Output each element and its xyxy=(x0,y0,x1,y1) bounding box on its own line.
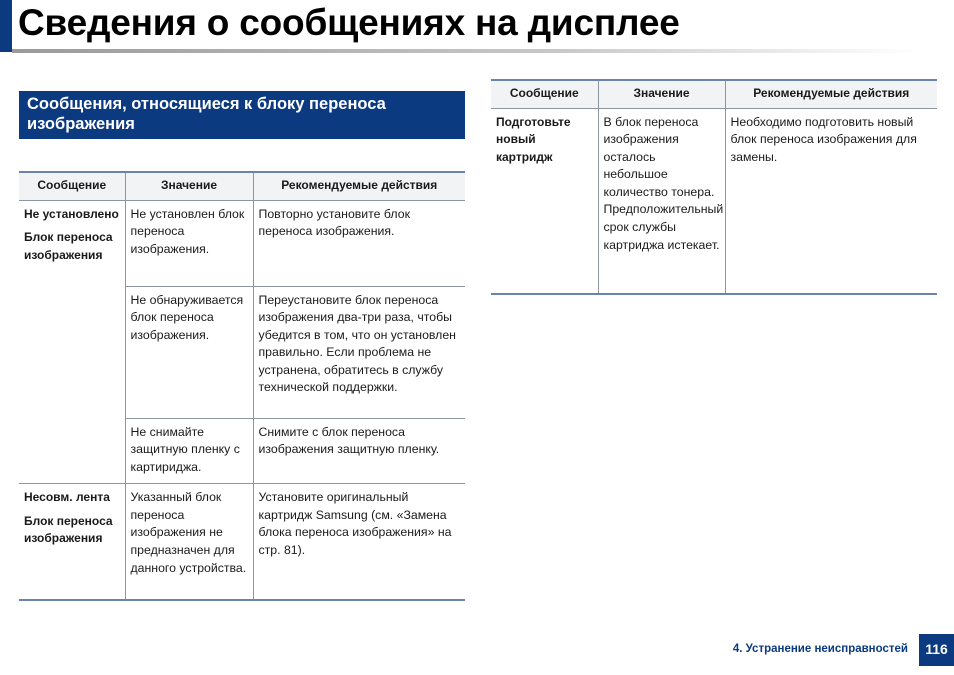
page-number-badge: 116 xyxy=(919,634,954,666)
section-header: Сообщения, относящиеся к блоку переноса изображения xyxy=(19,91,465,139)
message-subtext: Блок переноса изображения xyxy=(24,513,113,546)
column-header-message: Сообщение xyxy=(19,172,125,200)
message-subtext: Блок переноса изображения xyxy=(24,230,113,262)
action-cell: Снимите с блок переноса изображения защитную пленку. xyxy=(253,418,465,484)
column-header-action: Рекомендуемые действия xyxy=(725,80,937,108)
page-title: Сведения о сообщениях на дисплее xyxy=(18,2,680,43)
message-cell xyxy=(491,108,598,294)
column-header-message: Сообщение xyxy=(491,80,598,108)
column-header-meaning: Значение xyxy=(598,80,725,108)
meaning-cell: В блок переноса изображения осталось небольшое количество тонера. Предположительный срок службы картриджа истекает. xyxy=(598,108,725,294)
meaning-cell: Не установлен блок переноса изображения. xyxy=(125,200,253,286)
messages-table-left xyxy=(19,171,465,601)
action-cell: Переустановите блок переноса изображения два-три раза, чтобы убедится в том, что он установлен правильно. Если проблема не устранена, обратитесь в службу технической поддержки. xyxy=(253,286,465,418)
meaning-cell: Не обнаруживается блок переноса изображения. xyxy=(125,286,253,418)
message-text: Не установлено xyxy=(24,206,119,221)
title-divider xyxy=(12,49,920,53)
message-text: Подготовьте новый картридж xyxy=(496,114,571,164)
message-cell xyxy=(19,200,125,484)
action-cell: Повторно установите блок переноса изображения. xyxy=(253,200,465,286)
action-cell: Установите оригинальный картридж Samsung (см. «Замена блока переноса изображения» на стр. 81). xyxy=(253,484,465,600)
action-cell: Необходимо подготовить новый блок переноса изображения для замены. xyxy=(725,108,937,294)
table-row xyxy=(491,108,937,294)
footer-chapter-link[interactable]: 4. Устранение неисправностей xyxy=(732,643,908,655)
message-cell xyxy=(19,484,125,600)
table-header-row xyxy=(491,80,937,108)
table-header-row xyxy=(19,172,465,200)
messages-table-right xyxy=(491,79,937,295)
meaning-cell: Не снимайте защитную пленку с картириджа. xyxy=(125,418,253,484)
table-row xyxy=(19,200,465,286)
table-row xyxy=(19,484,465,600)
title-accent-bar xyxy=(0,0,12,52)
column-header-meaning: Значение xyxy=(125,172,253,200)
meaning-cell: Указанный блок переноса изображения не предназначен для данного устройства. xyxy=(125,484,253,600)
message-text: Несовм. лента xyxy=(24,490,110,505)
column-header-action: Рекомендуемые действия xyxy=(253,172,465,200)
